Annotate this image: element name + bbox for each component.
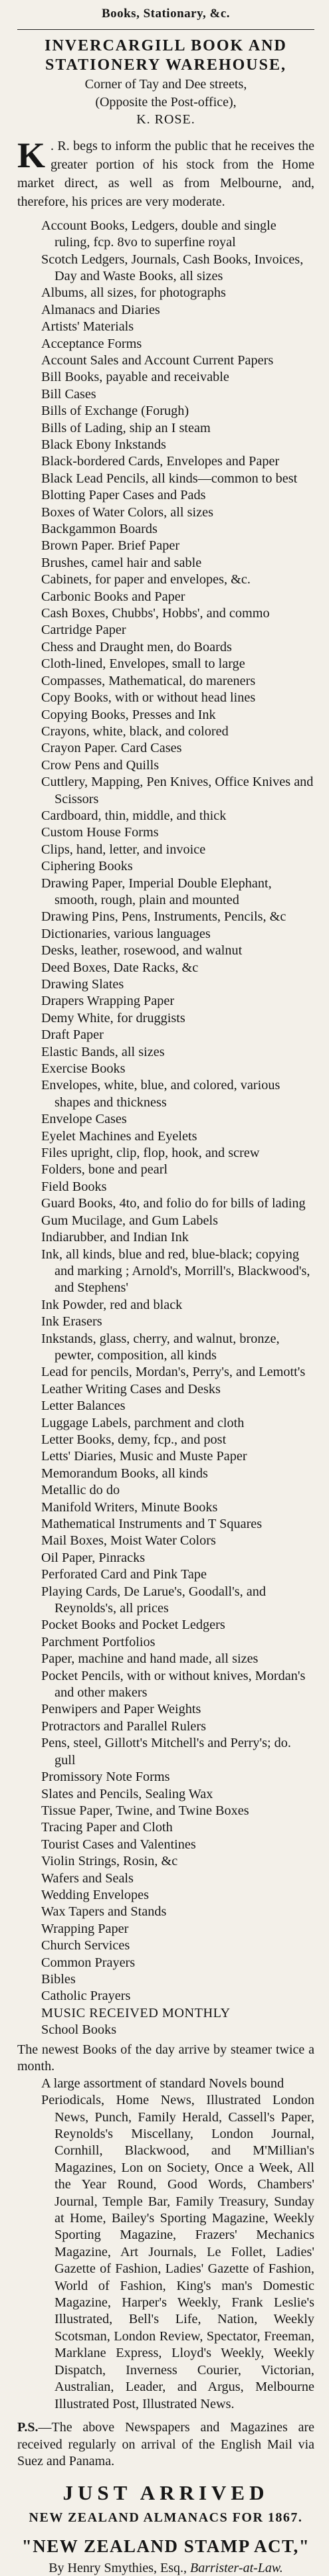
list-item: Drawing Paper, Imperial Double Elephant, smooth, rough, plain and mounted	[41, 875, 272, 907]
nz-almanac-line: NEW ZEALAND ALMANACS FOR 1867.	[29, 2510, 303, 2525]
list-item: Brown Paper. Brief Paper	[41, 538, 180, 554]
list-item: Envelope Cases	[41, 1112, 127, 1127]
list-item: Tourist Cases and Valentines	[41, 1837, 196, 1852]
proprietor-name: K. ROSE.	[136, 112, 195, 127]
list-item: Boxes of Water Colors, all sizes	[41, 504, 213, 520]
divider	[17, 29, 314, 30]
list-item: Acceptance Forms	[41, 336, 142, 351]
list-item: Penwipers and Paper Weights	[41, 1702, 201, 1717]
list-item: Desks, leather, rosewood, and walnut	[41, 943, 243, 958]
list-item: Letter Balances	[41, 1399, 126, 1414]
list-item: Tissue Paper, Twine, and Twine Boxes	[41, 1803, 249, 1818]
list-item: Deed Boxes, Date Racks, &c	[41, 960, 199, 975]
list-item: Crow Pens and Quills	[41, 757, 160, 773]
list-item: Paper, machine and hand made, all sizes	[41, 1651, 259, 1667]
steamer-note: The newest Books of the day arrive by steamer twice a month.	[17, 2042, 314, 2074]
school-books-item: School Books	[41, 2022, 117, 2038]
list-item: Common Prayers	[41, 1955, 136, 1970]
list-item: Wrapping Paper	[41, 1921, 129, 1936]
list-item: Black Lead Pencils, all kinds—common to best	[41, 471, 298, 486]
list-item: Church Services	[41, 1938, 130, 1953]
list-item: Artists' Materials	[41, 319, 134, 335]
list-item: Guard Books, 4to, and folio do for bills of lading	[41, 1196, 306, 1211]
list-item: Dictionaries, various languages	[41, 926, 211, 941]
list-item: Chess and Draught men, do Boards	[41, 639, 232, 654]
list-item: Demy White, for druggists	[41, 1010, 185, 1025]
intro-paragraph	[17, 137, 314, 211]
list-item: Bibles	[41, 1971, 76, 1987]
list-item: Copy Books, with or without head lines	[41, 690, 256, 706]
list-item: Letts' Diaries, Music and Muste Paper	[41, 1449, 247, 1464]
list-item: Manifold Writers, Minute Books	[41, 1499, 218, 1515]
list-item: Field Books	[41, 1179, 107, 1194]
address-line-1: Corner of Tay and Dee streets,	[84, 76, 247, 92]
list-item: Bills of Lading, ship an I steam	[41, 420, 211, 435]
list-item: Eyelet Machines and Eyelets	[41, 1128, 197, 1144]
list-item: Ink Powder, red and black	[41, 1297, 183, 1312]
list-item: Files upright, clip, flop, hook, and screw	[41, 1146, 260, 1161]
list-item: Compasses, Mathematical, do mareners	[41, 673, 256, 688]
list-item: Elastic Bands, all sizes	[41, 1044, 165, 1059]
list-item: Brushes, camel hair and sable	[41, 555, 202, 570]
list-item: Envelopes, white, blue, and colored, various shapes and thickness	[41, 1078, 280, 1110]
list-item: Indiarubber, and Indian Ink	[41, 1230, 189, 1245]
list-item: Draft Paper	[41, 1027, 104, 1043]
list-item: Metallic do do	[41, 1483, 120, 1498]
list-item: Exercise Books	[41, 1061, 126, 1077]
list-item: Account Books, Ledgers, double and single ruling, fcp. 8vo to superfine royal	[41, 218, 276, 250]
stock-list	[17, 218, 314, 2005]
list-item: Backgammon Boards	[41, 522, 158, 537]
firm-name-line-2: STATIONERY WAREHOUSE,	[45, 56, 286, 74]
list-item: Wax Tapers and Stands	[41, 1904, 167, 1920]
list-item: Drawing Pins, Pens, Instruments, Pencils, &c	[41, 909, 286, 925]
list-item: Copying Books, Presses and Ink	[41, 707, 216, 722]
list-item: Bills of Exchange (Forugh)	[41, 404, 189, 419]
list-item: Tracing Paper and Cloth	[41, 1820, 173, 1835]
list-item: Drapers Wrapping Paper	[41, 994, 175, 1009]
postscript	[17, 2419, 314, 2470]
list-item: Gum Mucilage, and Gum Labels	[41, 1213, 218, 1228]
list-item: Cabinets, for paper and envelopes, &c.	[41, 572, 251, 587]
author-byline	[17, 2561, 314, 2576]
list-item: Bill Cases	[41, 386, 96, 402]
list-item: Almanacs and Diaries	[41, 302, 160, 317]
list-item: Cardboard, thin, middle, and thick	[41, 808, 227, 823]
postscript-label: P.S.	[17, 2419, 39, 2435]
list-item: Ciphering Books	[41, 859, 133, 874]
list-item: Cartridge Paper	[41, 623, 126, 638]
list-item: Account Sales and Account Current Papers	[41, 352, 274, 368]
list-item: Pens, steel, Gillott's Mitchell's and Perry's; do. gull	[41, 1736, 291, 1768]
list-item: Catholic Prayers	[41, 1989, 131, 2004]
firm-name-line-1: INVERCARGILL BOOK AND	[45, 37, 287, 54]
list-item: Crayons, white, black, and colored	[41, 723, 229, 739]
list-item: Bill Books, payable and receivable	[41, 370, 229, 385]
list-item: Parchment Portfolios	[41, 1634, 156, 1649]
list-item: Cloth-lined, Envelopes, small to large	[41, 656, 245, 672]
list-item: Luggage Labels, parchment and cloth	[41, 1415, 245, 1430]
list-item: Leather Writing Cases and Desks	[41, 1381, 221, 1397]
list-item: Playing Cards, De Larue's, Goodall's, and Reynolds's, all prices	[41, 1584, 266, 1616]
list-item: Ink Erasers	[41, 1314, 102, 1329]
list-item: Pocket Pencils, with or without knives, Mordan's and other makers	[41, 1668, 306, 1701]
just-arrived-heading: JUST ARRIVED	[62, 2480, 269, 2504]
list-item: Scotch Ledgers, Journals, Cash Books, Invoices, Day and Waste Books, all sizes	[41, 252, 304, 283]
list-item: Wedding Envelopes	[41, 1887, 150, 1902]
list-item: Promissory Note Forms	[41, 1770, 170, 1785]
author-title: Barrister-at-Law.	[189, 2560, 283, 2575]
list-item: Oil Paper, Pinracks	[41, 1550, 146, 1565]
list-item: Mathematical Instruments and T Squares	[41, 1517, 263, 1531]
list-item: Perforated Card and Pink Tape	[41, 1567, 207, 1582]
list-item: Albums, all sizes, for photographs	[41, 285, 226, 301]
list-item: Carbonic Books and Paper	[41, 589, 185, 604]
list-item: Slates and Pencils, Sealing Wax	[41, 1786, 213, 1801]
address-line-2: (Opposite the Post-office),	[95, 95, 237, 110]
list-item: Drawing Slates	[41, 977, 124, 992]
list-item: Memorandum Books, all kinds	[41, 1466, 208, 1481]
list-item: Lead for pencils, Mordan's, Perry's, and Lemott's	[41, 1365, 306, 1380]
standard-novels-item: A large assortment of standard Novels bound	[41, 2076, 284, 2091]
list-item: Black Ebony Inkstands	[41, 437, 166, 452]
list-item: Cash Boxes, Chubbs', Hobbs', and commo	[41, 606, 270, 621]
stamp-act-title: "NEW ZEALAND STAMP ACT,"	[21, 2536, 310, 2556]
list-item: Mail Boxes, Moist Water Colors	[41, 1533, 216, 1549]
list-item: Folders, bone and pearl	[41, 1162, 168, 1177]
list-item: Pocket Books and Pocket Ledgers	[41, 1618, 225, 1633]
periodicals-item: Periodicals, Home News, Illustrated London News, Punch, Family Herald, Cassell's Paper, Reynolds's Miscellany, London Journal, Cornhill, Blackwood, and M'Millian's Magazines, Lon on Society, Once a Week, All the Year Round, Good Words, Chambers' Journal, Temple Bar, Family Treasury, Sunday at Home, Bailey's Sporting Magazine, Weekly Sporting Magazine, Frazers' Mechanics Magazine, Art Journals, Le Follet, Ladies' Gazette of Fashion, Ladies' Gazette of Fashion, World of Fashion, King's man's Domestic Magazine, Harper's Weekly, Frank Leslie's Illustrated, Bell's Life, Nation, Weekly Scotsman, London Review, Spectator, Freeman, Marklane Express, Lloyd's Weekly, Weekly Dispatch, Inverness Courier, Victorian, Australian, Leader, and Argus, Melbourne Illustrated Post, Illustrated News.	[41, 2093, 314, 2411]
author-name: By Henry Smythies, Esq.,	[49, 2560, 187, 2575]
list-item: Clips, hand, letter, and invoice	[41, 842, 206, 857]
list-item: Violin Strings, Rosin, &c	[41, 1854, 178, 1869]
list-item: Protractors and Parallel Rulers	[41, 1718, 206, 1734]
list-item: Blotting Paper Cases and Pads	[41, 488, 206, 503]
list-item: Cuttlery, Mapping, Pen Knives, Office Knives and Scissors	[41, 775, 314, 806]
list-item: Inkstands, glass, cherry, and walnut, bronze, pewter, composition, all kinds	[41, 1331, 280, 1363]
list-item: Custom House Forms	[41, 825, 159, 840]
intro-text: . R. begs to inform the public that he receives the greater portion of his stock from the Home market direct, as well as from Melbourne, and, therefore, his prices are very moderate.	[17, 138, 314, 209]
list-item: Crayon Paper. Card Cases	[41, 741, 182, 756]
drop-cap: K	[17, 135, 46, 175]
section-header: Books, Stationary, &c.	[101, 7, 231, 21]
list-item: Black-bordered Cards, Envelopes and Paper	[41, 454, 280, 469]
list-item: Ink, all kinds, blue and red, blue-black; copying and marking ; Arnold's, Morrill's, Blackwood's, and Stephens'	[41, 1247, 310, 1296]
postscript-text: —The above Newspapers and Magazines are received regularly on arrival of the English Mail via Suez and Panama.	[17, 2419, 314, 2469]
music-heading: MUSIC RECEIVED MONTHLY	[41, 2005, 231, 2020]
list-item: Wafers and Seals	[41, 1870, 134, 1886]
list-item: Letter Books, demy, fcp., and post	[41, 1432, 227, 1447]
